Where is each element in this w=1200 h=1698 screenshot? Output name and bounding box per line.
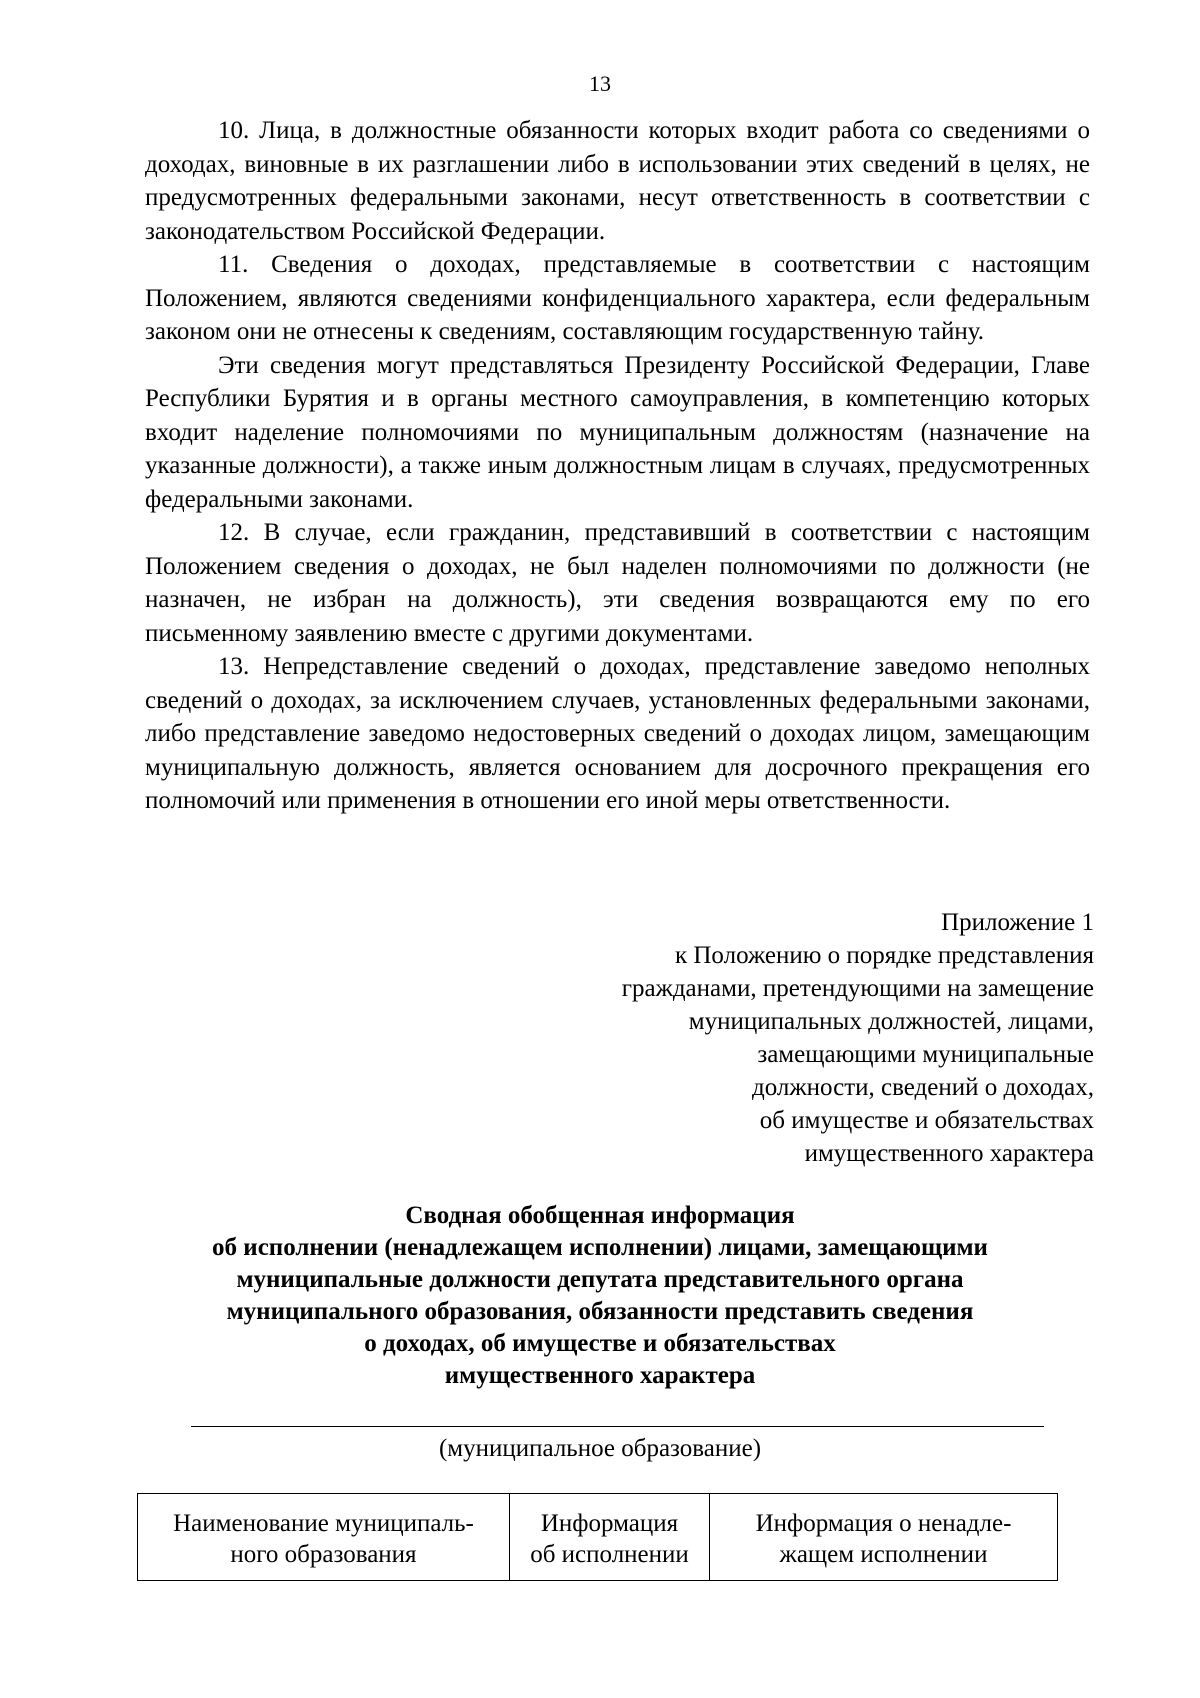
document-title	[0, 1200, 1200, 1392]
paragraph-11-continued: Эти сведения могут представляться Президенту Российской Федерации, Главе Республики Бурятия и в органы местного самоуправления, в компетенцию которых входит наделение полномочиями по муниципальным должностям (назначение на указанные должности), а также иным должностным лицам в случаях, предусмотренных федеральными законами.	[145, 351, 1090, 513]
title-line: Сводная обобщенная информация	[405, 1202, 795, 1229]
page-number: 13	[589, 71, 611, 96]
paragraph-12: 12. В случае, если гражданин, представивший в соответствии с настоящим Положением сведения о доходах, не был наделен полномочиями по должности (не назначен, не избран на должность), эти сведения возвращаются ему по его письменному заявлению вместе с другими документами.	[145, 519, 1091, 647]
paragraph-10: 10. Лица, в должностные обязанности которых входит работа со сведениями о доходах, виновные в их разглашении либо в использовании этих сведений в целях, не предусмотренных федеральными законами, несут ответственность в соответствии с законодательством Российской Федерации.	[145, 117, 1091, 245]
appendix-line: Приложение 1	[941, 909, 1094, 936]
appendix-line: муниципальных должностей, лицами,	[688, 1008, 1094, 1035]
table-header-row	[138, 1494, 1058, 1581]
header-municipality: Наименование муниципаль- ного образования	[138, 1494, 510, 1581]
appendix-line: имущественного характера	[804, 1140, 1094, 1167]
appendix-line: к Положению о порядке представления	[674, 942, 1094, 969]
header-not-fulfilled: Информация о ненадле- жащем исполнении	[710, 1494, 1058, 1581]
summary-table	[137, 1493, 1058, 1581]
blank-caption: (муниципальное образование)	[438, 1435, 762, 1462]
title-line: муниципального образования, обязанности представить сведения	[226, 1298, 974, 1325]
appendix-line: об имуществе и обязательствах	[759, 1107, 1094, 1134]
paragraph-13: 13. Непредставление сведений о доходах, представление заведомо неполных сведений о доходах, за исключением случаев, установленных федеральными законами, либо представление заведомо недостоверных сведений о доходах лицом, замещающим муниципальную должность, является основанием для досрочного прекращения его полномочий или применения в отношении его иной меры ответственности.	[145, 653, 1090, 814]
body-text	[145, 114, 1090, 818]
blank-fill-line	[191, 1426, 1044, 1427]
header-fulfilled: Информация об исполнении	[510, 1494, 710, 1581]
appendix-line: замещающими муниципальные	[757, 1041, 1094, 1068]
appendix-line: должности, сведений о доходах,	[751, 1074, 1094, 1101]
appendix-note	[534, 906, 1094, 1170]
paragraph-11: 11. Сведения о доходах, представляемые в соответствии с настоящим Положением, являются сведениями конфиденциального характера, если федеральным законом они не отнесены к сведениям, составляющим государственную тайну.	[145, 251, 1090, 345]
title-line: муниципальные должности депутата представительного органа	[236, 1266, 964, 1293]
title-line: об исполнении (ненадлежащем исполнении) лицами, замещающими	[212, 1234, 988, 1261]
title-line: имущественного характера	[444, 1362, 756, 1389]
title-line: о доходах, об имуществе и обязательствах	[364, 1330, 836, 1357]
appendix-line: гражданами, претендующими на замещение	[621, 975, 1094, 1002]
